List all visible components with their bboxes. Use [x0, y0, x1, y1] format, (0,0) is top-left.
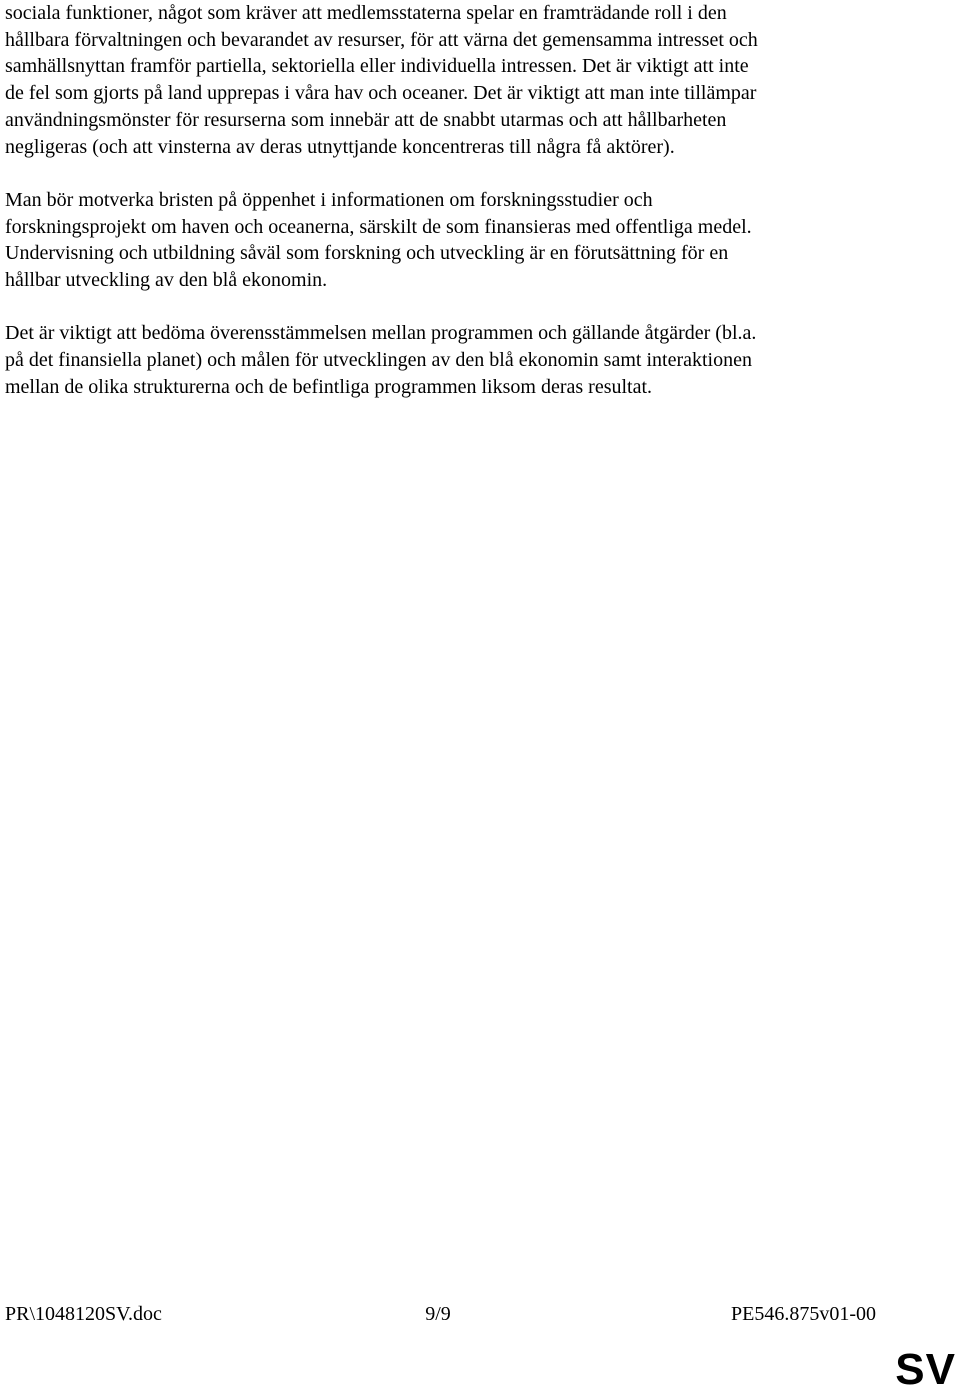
text-line: på det finansiella planet) och målen för utvecklingen av den blå ekonomin samt interaktionen [5, 349, 752, 372]
text-line: sociala funktioner, något som kräver att medlemsstaterna spelar en framträdande roll i den [5, 2, 727, 24]
document-reference: PR\1048120SV.doc [5, 1303, 162, 1325]
page-footer [0, 1300, 960, 1328]
text-line: hållbar utveckling av den blå ekonomin. [5, 269, 328, 292]
paragraph [5, 320, 925, 400]
document-body [5, 0, 925, 427]
text-line: Det är viktigt att bedöma överensstämmelsen mellan programmen och gällande åtgärder (bl.a. [5, 322, 757, 345]
text-line: användningsmönster för resurserna som innebär att de snabbt utarmas och att hållbarheten [5, 108, 727, 131]
text-line: Undervisning och utbildning såväl som forskning och utveckling är en förutsättning för en [5, 242, 729, 265]
paragraph [5, 0, 925, 160]
paragraph [5, 187, 925, 294]
pe-reference: PE546.875v01-00 [731, 1303, 876, 1325]
text-line: de fel som gjorts på land upprepas i våra hav och oceaner. Det är viktigt att man inte tillämpar [5, 82, 757, 105]
text-line: samhällsnyttan framför partiella, sektoriella eller individuella intressen. Det är viktigt att inte [5, 55, 749, 78]
text-line: hållbara förvaltningen och bevarandet av resurser, för att värna det gemensamma intresset och [5, 28, 758, 51]
page-number: 9/9 [425, 1303, 451, 1325]
text-line: negligeras (och att vinsterna av deras utnyttjande koncentreras till några få aktörer). [5, 135, 675, 158]
text-line: mellan de olika strukturerna och de befintliga programmen liksom deras resultat. [5, 375, 653, 398]
text-line: forskningsprojekt om haven och oceanerna, särskilt de som finansieras med offentliga medel. [5, 215, 752, 238]
language-code: SV [895, 1345, 956, 1394]
text-line: Man bör motverka bristen på öppenhet i informationen om forskningsstudier och [5, 188, 653, 211]
